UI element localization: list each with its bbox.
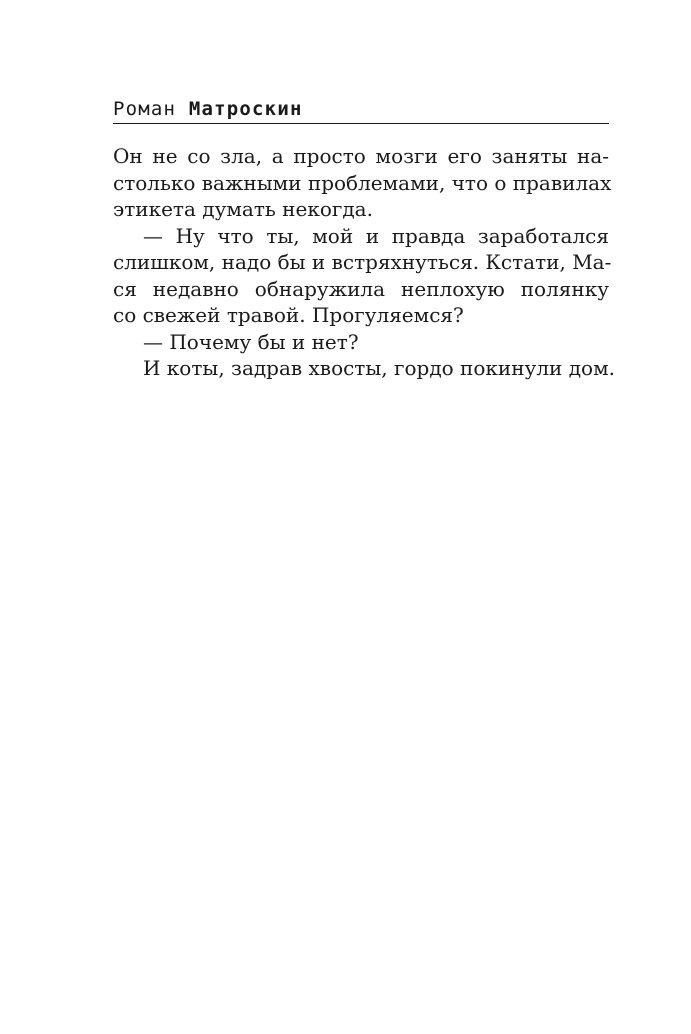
- text-line: со свежей травой. Прогуляемся?: [113, 303, 464, 327]
- paragraph: [113, 355, 616, 382]
- text-line: Он не со зла, а просто мозги его заняты на-: [113, 144, 609, 168]
- paragraph: [113, 329, 609, 356]
- text-line: — Ну что ты, мой и правда заработался: [143, 223, 609, 248]
- text-line: этикета думать некогда.: [113, 197, 373, 221]
- body-text: [113, 143, 616, 382]
- paragraph: [113, 223, 612, 329]
- text-line: — Почему бы и нет?: [143, 329, 359, 354]
- author-first-name: Роман: [113, 98, 177, 120]
- header-rule: [113, 123, 609, 124]
- text-line: ся недавно обнаружила неплохую полянку: [113, 276, 609, 301]
- text-line: И коты, задрав хвосты, гордо покинули дом.: [143, 356, 616, 380]
- text-line: столько важными проблемами, что о правилах: [113, 170, 612, 195]
- author-last-name: Матроскин: [188, 98, 303, 120]
- running-head: [113, 96, 609, 124]
- paragraph: [113, 143, 612, 223]
- text-line: слишком, надо бы и встряхнуться. Кстати, Ма-: [113, 250, 612, 274]
